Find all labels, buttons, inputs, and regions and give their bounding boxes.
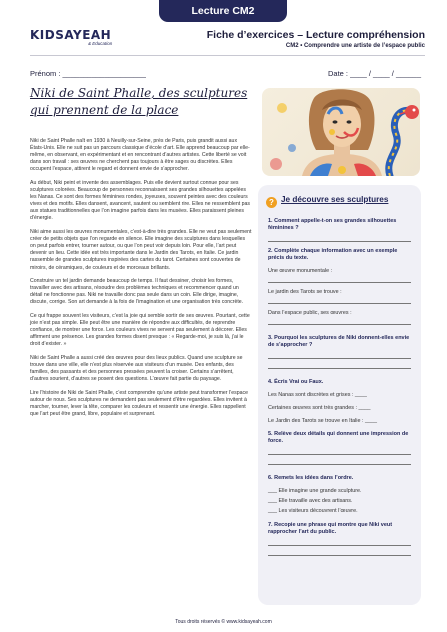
- name-field[interactable]: Prénom : ____________________: [30, 69, 146, 78]
- article-body: [30, 138, 252, 425]
- article-paragraph: Lire l’histoire de Niki de Saint Phalle, c’est comprendre qu’une artiste peut transformer l’espace autour de nous. Ses sculptures ne demandent pas seulement d’être regardées. Elles invitent à marcher, tourner, lever la tête, comparer les couleurs et ressentir une énergie. Elles rappellent que l’art peut être grand, libre, populaire et surprenant.: [30, 389, 248, 418]
- question-2-item: Dans l’espace public, ses œuvres :: [268, 310, 352, 316]
- question-7: 7. Recopie une phrase qui montre que Niki veut rapprocher l’art du public.: [268, 522, 393, 535]
- answer-line[interactable]: [268, 358, 411, 359]
- illustration-svg: [262, 88, 420, 176]
- article-title: Niki de Saint Phalle, des sculptures qui prennent de la place: [30, 86, 248, 117]
- question-4: 4. Écris Vrai ou Faux.: [268, 379, 324, 385]
- logo-tagline: & Education: [88, 41, 113, 46]
- logo: [30, 28, 150, 58]
- panel-header: [268, 195, 411, 208]
- article-paragraph: Ce qui frappe souvent les visiteurs, c’est la joie qui semble sortir de ses œuvres. Pourtant, cette joie n’est pas simple. Elle peut être une manière de répondre aux difficultés, de reprendre confiance, de montrer une force. Les couleurs vives ne servent pas seulement à décorer. Elles affirment une présence. Les grandes formes disent presque : « Regarde-moi, je suis là, j’ai le droit d’exister. »: [30, 312, 250, 348]
- question-6: 6. Remets les idées dans l’ordre.: [268, 475, 354, 481]
- sheet-subtitle: CM2 • Comprendre une artiste de l’espace public: [285, 43, 425, 49]
- header-tab: Lecture CM2: [159, 0, 287, 22]
- footer-copyright: Tous droits réservés © www.kidsayeah.com: [175, 619, 272, 625]
- answer-line[interactable]: [268, 368, 411, 369]
- true-false-item[interactable]: Les Nanas sont discrètes et grises : ____: [268, 392, 367, 398]
- true-false-item[interactable]: Le Jardin des Tarots se trouve en Italie : ____: [268, 418, 377, 424]
- sheet-title: Fiche d’exercices – Lecture compréhension: [206, 29, 425, 41]
- article-paragraph: Au début, Niki peint et invente des assemblages. Puis elle devient surtout connue pour ses sculptures colorées. Beaucoup de personnes reconnaissent ses grandes silhouettes appelées les Nanas. Ce sont des formes féminines rondes, joyeuses, souvent peintes avec des couleurs vives et des motifs. Elles dansent, avancent, sautent ou semblent rire. Elles ne ressemblent pas aux statues traditionnelles que l’on imagine parfois dans les musées. Elles paraissent pleines d’énergie.: [30, 179, 251, 222]
- answer-line[interactable]: [268, 545, 411, 546]
- answer-line[interactable]: [268, 454, 411, 455]
- panel-title: Je découvre ses sculptures: [281, 195, 389, 204]
- order-item[interactable]: ___ Elle imagine une grande sculpture.: [268, 488, 362, 494]
- question-1: 1. Comment appelle-t-on ses grandes silhouettes féminines ?: [268, 218, 397, 231]
- answer-line[interactable]: [268, 324, 411, 325]
- article-paragraph: Construire un tel jardin demande beaucoup de temps. Il faut dessiner, choisir les formes, travailler avec des artisans, résoudre des problèmes techniques et recommencer quand un détail ne fonctionne pas. Niki ne travaille donc pas seule dans un coin. Elle dirige, imagine, discute, corrige. Son art demande à la fois de l’imagination et une organisation très concrète.: [30, 278, 244, 306]
- article-paragraph: Niki aime aussi les œuvres monumentales, c’est-à-dire très grandes. Elle ne veut pas seulement créer de petits objets que l’on regarde en silence. Elle imagine des sculptures dans lesquelles on peut parfois entrer, tourner autour, ou que l’on peut voir depuis loin. Pour elle, l’art peut devenir un lieu. Cette idée est très importante dans le Jardin des Tarots, en Italie. Ce jardin rassemble de grandes sculptures inspirées des cartes du tarot. Certaines sont couvertes de miroirs, de céramiques, de couleurs et de morceaux brillants.: [30, 229, 252, 271]
- answer-line[interactable]: [268, 282, 411, 283]
- logo-text: KIDSAYEAH: [30, 28, 112, 42]
- header-divider: [30, 55, 425, 56]
- artist-illustration: [262, 88, 420, 176]
- question-2-item: Le jardin des Tarots se trouve :: [268, 289, 342, 295]
- article-paragraph: Niki de Saint Phalle naît en 1930 à Neuilly-sur-Seine, près de Paris, puis grandit aussi aux États-Unis. Elle ne suit pas un parcours classique d’école d’art. Elle apprend beaucoup par elle-même, en observant, en expérimentant et en rencontrant d’autres artistes. Cette liberté se voit dans son travail : ses œuvres ne cherchent pas toujours à être sages ou discrètes. Elles occupent l’espace, attirent le regard et donnent envie de s’approcher.: [30, 138, 250, 173]
- order-item[interactable]: ___ Elle travaille avec des artisans.: [268, 498, 353, 504]
- question-5: 5. Relève deux détails qui donnent une impression de force.: [268, 431, 409, 444]
- true-false-item[interactable]: Certaines œuvres sont très grandes : ____: [268, 405, 371, 411]
- question-icon: ?: [266, 197, 277, 208]
- question-3: 3. Pourquoi les sculptures de Niki donnent-elles envie de s’approcher ?: [268, 335, 410, 348]
- order-item[interactable]: ___ Les visiteurs découvrent l’œuvre.: [268, 508, 358, 514]
- answer-line[interactable]: [268, 303, 411, 304]
- answer-line[interactable]: [268, 241, 411, 242]
- question-2: 2. Complète chaque information avec un exemple précis du texte.: [268, 248, 398, 261]
- answer-line[interactable]: [268, 555, 411, 556]
- answer-line[interactable]: [268, 464, 411, 465]
- article-paragraph: Niki de Saint Phalle a aussi créé des œuvres pour des lieux publics. Quand une sculpture se trouve dans une ville, elle n’est plus réservée aux visiteurs d’un musée. Des enfants, des familles, des passants et des personnes pressées peuvent la croiser. Certains s’arrêtent, d’autres sourient, d’autres se posent des questions. L’œuvre fait partie du paysage.: [30, 354, 243, 383]
- date-field[interactable]: Date : ____ / ____ / ______: [328, 69, 421, 78]
- question-2-item: Une œuvre monumentale :: [268, 268, 333, 274]
- questions-panel: [258, 185, 421, 605]
